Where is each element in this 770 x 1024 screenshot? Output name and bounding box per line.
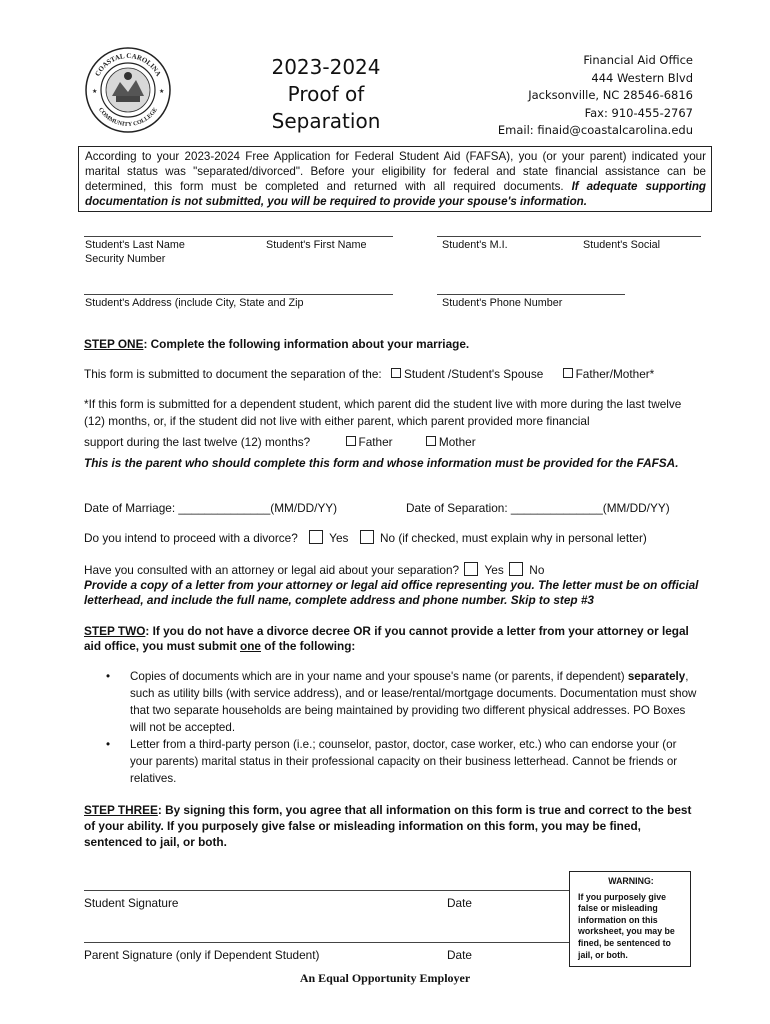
title-line2: Proof of (287, 82, 365, 106)
list-item: • Letter from a third-party person (i.e.; counselor, pastor, doctor, case worker, etc.) who can endorse your (or your parents) marital status in their professional capacity on their business letterhead. Cannot be friends or relatives. (106, 738, 678, 785)
phone-field-line[interactable] (437, 294, 625, 295)
support-text: support during the last twelve (12) months? (84, 435, 311, 449)
attorney-note: Provide a copy of a letter from your attorney or legal aid office representing you. The letter must be on official letterhead, and include the full name, complete address and phone number. Skip to step #3 (84, 578, 699, 607)
warning-box (569, 871, 691, 967)
attorney-yes-label: Yes (484, 563, 504, 577)
student-signature-line[interactable] (84, 890, 570, 891)
father-mother-checkbox[interactable] (563, 368, 573, 378)
separation-of-row (84, 366, 704, 382)
divorce-yes-label: Yes (329, 531, 349, 545)
marriage-date-field[interactable]: Date of Marriage: ______________(MM/DD/YY) (84, 501, 338, 515)
step-two-heading: STEP TWO: If you do not have a divorce decree OR if you cannot provide a letter from your attorney or legal aid office, you must submit one of the following: (84, 624, 689, 653)
parent-signature-label: Parent Signature (only if Dependent Student) (84, 948, 320, 962)
office-fax: Fax: 910-455-2767 (584, 105, 693, 120)
divorce-yes-checkbox[interactable] (309, 530, 323, 544)
father-checkbox[interactable] (346, 436, 356, 446)
step-one-heading: STEP ONE: Complete the following information about your marriage. (84, 337, 470, 351)
office-info (498, 52, 693, 140)
divorce-row (84, 530, 647, 546)
seal-text-top: COASTAL CAROLINA (93, 51, 163, 78)
form-title (262, 54, 390, 135)
title-line3: Separation (271, 109, 381, 133)
intro-text: According to your 2023-2024 Free Application for Federal Student Aid (FAFSA), you (or your parent) indicated your marital status was "separated/divorced". Before your eligibility for federal and state financial assistance can be determined, this form must be completed and returned with all required documents. (85, 150, 706, 193)
divorce-no-checkbox[interactable] (360, 530, 374, 544)
first-name-label: Student's First Name (266, 239, 367, 251)
office-city: Jacksonville, NC 28546-6816 (528, 88, 693, 102)
office-email[interactable]: Email: finaid@coastalcarolina.edu (497, 123, 693, 137)
ssn-label-cont: Security Number (85, 253, 166, 265)
mother-option: Mother (438, 435, 476, 449)
social-label: Student's Social (583, 239, 661, 251)
list-item: • Copies of documents which are in your name and your spouse's name (or parents, if dependent) separately, such as utility bills (with service address), and or lease/rental/mortgage documents. Documentation must show that two separate households are being maintained by providing two different physical addresses. PO Boxes will not be accepted. (106, 670, 697, 734)
separation-date-field[interactable]: Date of Separation: ______________(MM/DD/YY) (406, 501, 670, 515)
svg-text:★: ★ (92, 89, 98, 95)
separation-of-text: This form is submitted to document the separation of the: (84, 367, 382, 381)
last-name-label: Student's Last Name (85, 239, 185, 251)
attorney-question: Have you consulted with an attorney or legal aid about your separation? (84, 563, 460, 577)
seal-text-bottom: COMMUNITY COLLEGE (96, 106, 160, 129)
name-field-line[interactable] (84, 236, 393, 237)
warning-title: WARNING: (608, 876, 654, 886)
footer-text: An Equal Opportunity Employer (299, 971, 471, 985)
warning-text: If you purposely give false or misleading information on this worksheet, you may be fined, be sentenced to jail, or both. (578, 891, 675, 960)
student-signature-label: Student Signature (84, 896, 179, 910)
college-seal-logo (84, 46, 172, 134)
intro-emphasis: If adequate supporting documentation is not submitted, you will be required to provide your spouse's information. (85, 180, 706, 208)
attorney-yes-checkbox[interactable] (464, 562, 478, 576)
title-year: 2023-2024 (271, 55, 381, 79)
attorney-no-checkbox[interactable] (509, 562, 523, 576)
mi-social-field-line[interactable] (437, 236, 701, 237)
divorce-no-label: No (if checked, must explain why in personal letter) (379, 531, 647, 545)
dependent-question: *If this form is submitted for a dependent student, which parent did the student live with more during the last twelve (12) months, or, if the student did not live with either parent, which parent provided more financial (84, 397, 682, 428)
address-field-line[interactable] (84, 294, 393, 295)
attorney-row (84, 562, 544, 578)
phone-label: Student's Phone Number (442, 297, 563, 309)
father-option: Father (358, 435, 393, 449)
student-spouse-checkbox[interactable] (391, 368, 401, 378)
attorney-no-label: No (529, 563, 545, 577)
divorce-question: Do you intend to proceed with a divorce? (84, 531, 298, 545)
office-address: 444 Western Blvd (591, 70, 693, 85)
mother-checkbox[interactable] (426, 436, 436, 446)
mi-label: Student's M.I. (442, 239, 508, 251)
office-name: Financial Aid Office (583, 53, 693, 67)
father-mother-option: Father/Mother* (575, 367, 655, 381)
svg-text:★: ★ (159, 89, 165, 95)
step-two-list (106, 668, 702, 787)
student-date-label: Date (447, 896, 472, 910)
step-three-text: STEP THREE: By signing this form, you agree that all information on this form is true and correct to the best of your ability. If you purposely give false or misleading information on this form, you may be fined, sentenced to jail, or both. (84, 803, 692, 849)
parent-note: This is the parent who should complete this form and whose information must be provided for the FAFSA. (84, 456, 679, 470)
student-spouse-option: Student /Student's Spouse (403, 367, 544, 381)
support-row (84, 434, 476, 450)
address-label: Student's Address (include City, State and Zip (85, 297, 304, 309)
intro-box (78, 146, 712, 212)
parent-signature-line[interactable] (84, 942, 570, 943)
parent-date-label: Date (447, 948, 472, 962)
